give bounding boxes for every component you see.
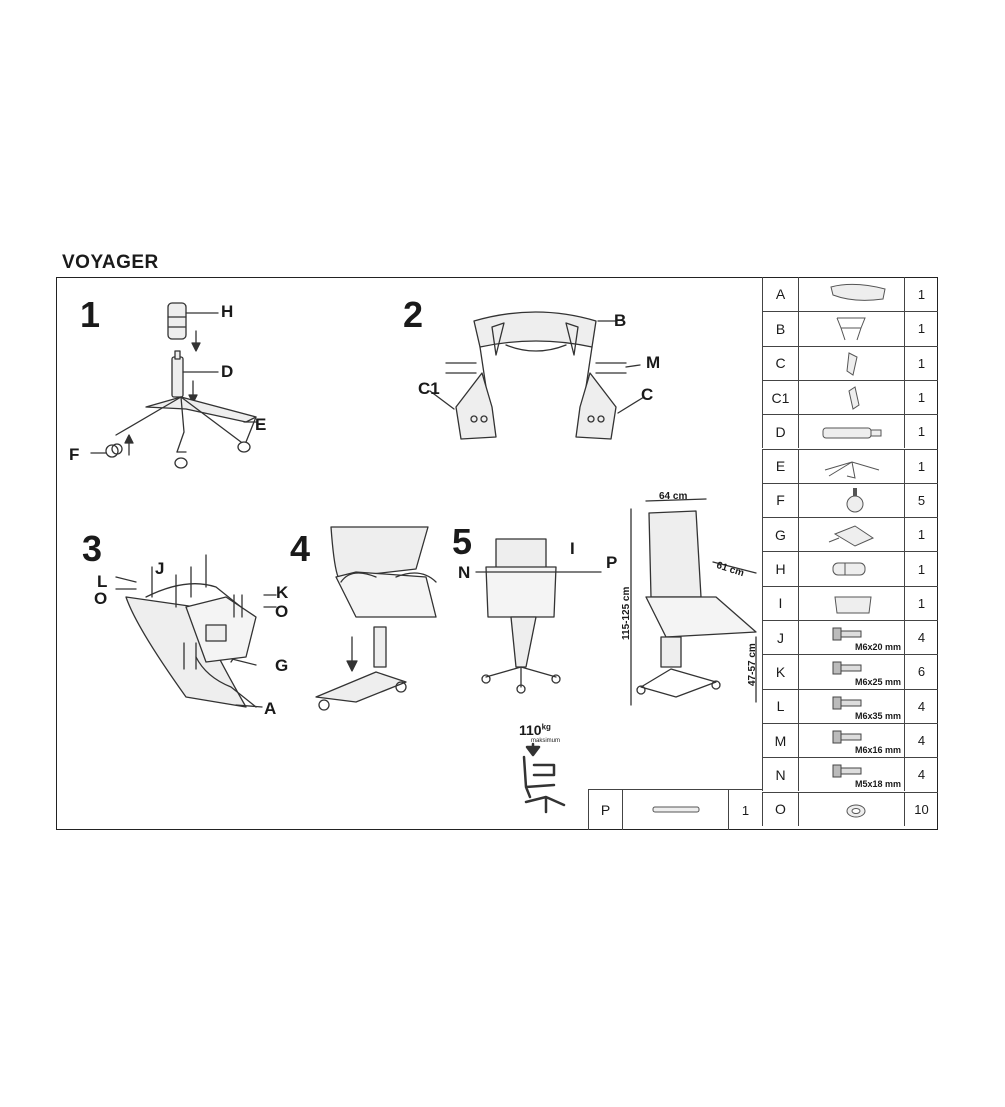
step-number-3: 3 [82, 528, 103, 569]
screw-icon [798, 690, 904, 723]
step4-drawing [316, 527, 436, 710]
parts-row-j [762, 620, 938, 654]
part-code: N [762, 758, 798, 791]
part-code: I [762, 587, 798, 620]
dimension-drawing [631, 499, 756, 705]
part-qty: 5 [904, 484, 938, 517]
back-cover-icon [798, 587, 904, 620]
step2-drawing [430, 312, 644, 439]
part-qty: 1 [904, 415, 938, 448]
step1-drawing [91, 303, 256, 468]
armrest-right-icon [798, 347, 904, 380]
label-f: F [69, 445, 80, 464]
max-load-value: $110^{kg}$ [519, 722, 551, 738]
parts-row-o [762, 792, 938, 826]
part-qty: 10 [904, 793, 938, 826]
part-code: E [762, 450, 798, 483]
label-l: L [97, 572, 108, 591]
parts-row-d [762, 414, 938, 448]
label-m: M [646, 353, 661, 372]
part-code: F [762, 484, 798, 517]
parts-row-k [762, 654, 938, 688]
parts-row-c1 [762, 380, 938, 414]
parts-row-g [762, 517, 938, 551]
part-qty: 1 [728, 790, 762, 830]
part-code: L [762, 690, 798, 723]
label-b: B [614, 311, 627, 330]
screw-icon [798, 724, 904, 757]
seat-icon [798, 277, 904, 311]
dim-seat-height: 47-57 cm [747, 643, 758, 686]
label-d: D [221, 362, 234, 381]
parts-table [762, 277, 938, 830]
dim-height: 115-125 cm [621, 586, 632, 640]
part-qty: 4 [904, 758, 938, 791]
part-spec: M6x16 mm [854, 745, 901, 756]
part-spec: M6x20 mm [854, 642, 901, 653]
part-code: G [762, 518, 798, 551]
step3-drawing [116, 555, 276, 707]
label-i: I [570, 539, 575, 558]
part-qty: 1 [904, 518, 938, 551]
parts-row-b [762, 311, 938, 345]
part-qty: 1 [904, 312, 938, 345]
part-spec: M6x35 mm [854, 710, 901, 721]
step-number-4: 4 [290, 528, 311, 569]
part-qty: 1 [904, 450, 938, 483]
label-n: N [458, 563, 471, 582]
label-o-left: O [94, 589, 108, 608]
step5-drawing [476, 539, 601, 693]
gas-lift-icon [798, 415, 904, 448]
page-title: VOYAGER [62, 252, 159, 273]
parts-row-c [762, 346, 938, 380]
label-c1: C1 [418, 379, 440, 398]
label-a: A [264, 699, 277, 718]
part-code: A [762, 277, 798, 311]
part-code: C [762, 347, 798, 380]
armrest-left-icon [798, 381, 904, 414]
part-code: P [588, 790, 622, 830]
part-qty: 1 [904, 552, 938, 585]
part-qty: 1 [904, 587, 938, 620]
star-base-icon [798, 450, 904, 483]
dim-width: 64 cm [659, 491, 688, 502]
screw-icon [798, 621, 904, 654]
part-code: B [762, 312, 798, 345]
label-k: K [276, 583, 289, 602]
part-code: O [762, 793, 798, 826]
mechanism-icon [798, 518, 904, 551]
max-load-caption: maksimum [531, 738, 561, 744]
parts-row-a [762, 277, 938, 311]
label-c: C [641, 385, 654, 404]
backrest-frame-icon [798, 312, 904, 345]
label-e: E [255, 415, 267, 434]
part-qty: 4 [904, 621, 938, 654]
lift-cover-icon [798, 552, 904, 585]
label-j: J [155, 559, 165, 578]
washer-icon [798, 793, 904, 826]
screw-icon [798, 758, 904, 791]
part-spec: M6x25 mm [854, 676, 901, 687]
part-qty: 4 [904, 724, 938, 757]
label-h: H [221, 302, 234, 321]
part-spec: M5x18 mm [854, 779, 901, 790]
part-code: K [762, 655, 798, 688]
label-g: G [275, 656, 289, 675]
screw-icon [798, 655, 904, 688]
parts-row-i [762, 586, 938, 620]
part-qty: 1 [904, 277, 938, 311]
parts-row-l [762, 689, 938, 723]
part-qty: 6 [904, 655, 938, 688]
max-load-icon [524, 744, 564, 812]
label-p: P [606, 553, 618, 572]
dim-depth: 61 cm [714, 560, 746, 580]
parts-row-n [762, 757, 938, 791]
rod-icon [622, 790, 728, 830]
part-code: J [762, 621, 798, 654]
part-code: H [762, 552, 798, 585]
part-qty: 1 [904, 381, 938, 414]
step-number-1: 1 [80, 294, 101, 335]
parts-row-f [762, 483, 938, 517]
part-code: C1 [762, 381, 798, 414]
part-code: D [762, 415, 798, 448]
step-number-2: 2 [403, 294, 424, 335]
part-qty: 4 [904, 690, 938, 723]
label-o-right: O [275, 602, 289, 621]
parts-row-h [762, 551, 938, 585]
step-number-5: 5 [452, 521, 473, 562]
parts-row-m [762, 723, 938, 757]
parts-row-e [762, 449, 938, 483]
caster-icon [798, 484, 904, 517]
part-qty: 1 [904, 347, 938, 380]
parts-row-p [588, 789, 762, 830]
part-code: M [762, 724, 798, 757]
